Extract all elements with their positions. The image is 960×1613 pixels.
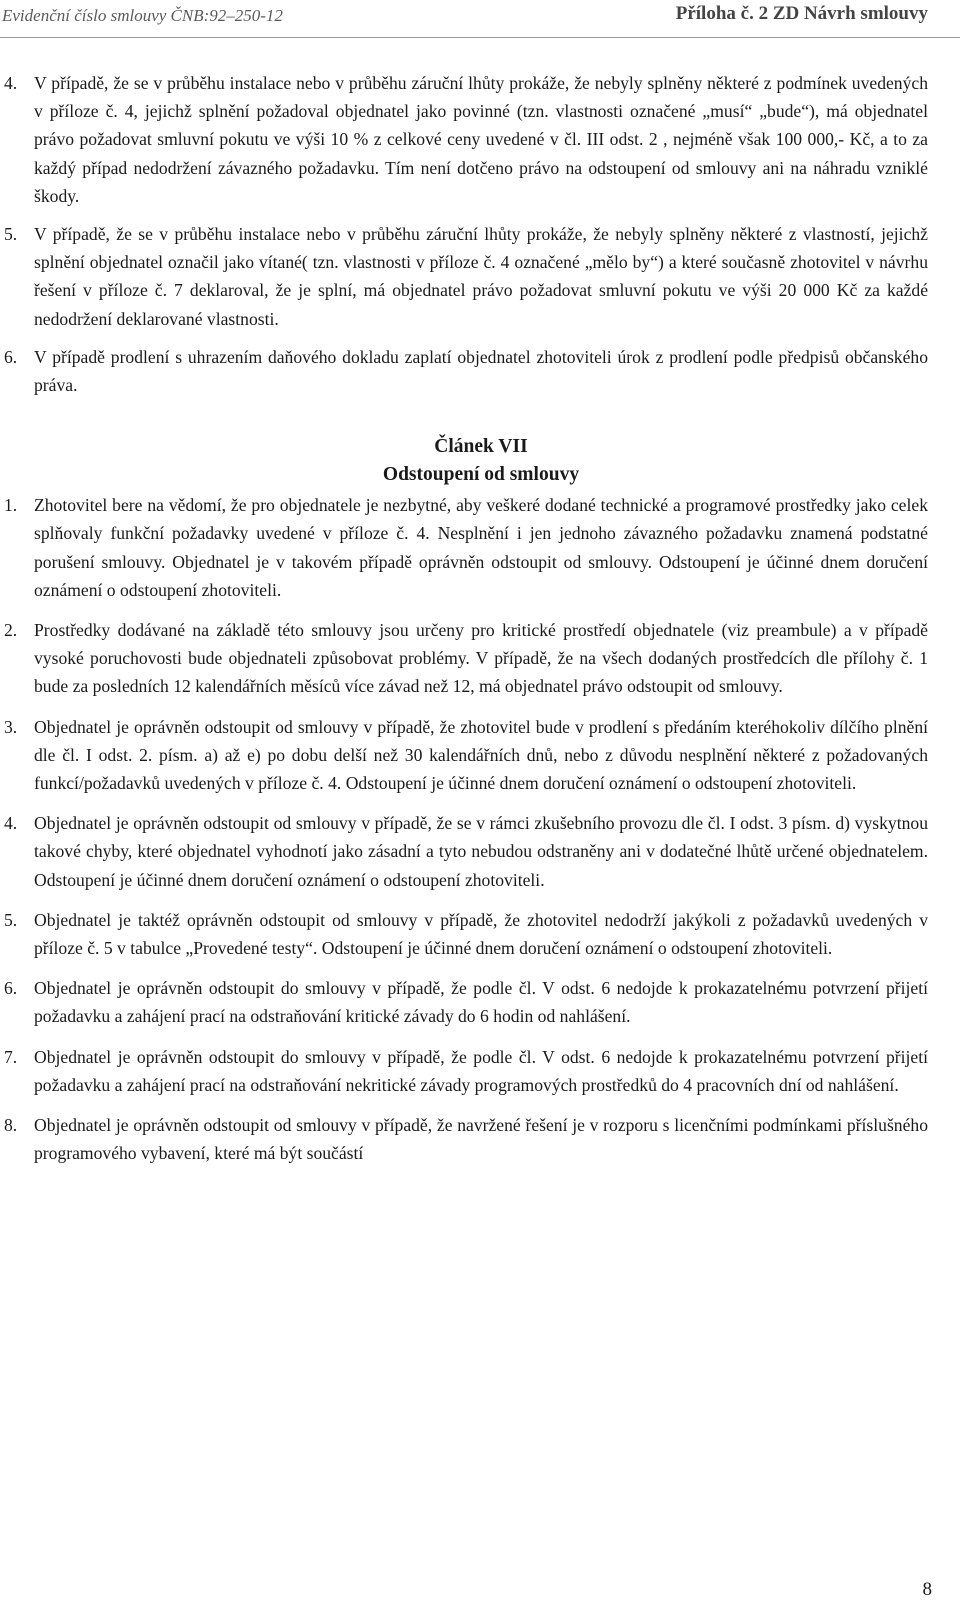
paragraph-text: Objednatel je oprávněn odstoupit do smlouvy v případě, že podle čl. V odst. 6 nedojde k prokazatelnému potvrzení přijetí požadavku a zahájení prací na odstraňování kritické závady do 6 hodin od nahlášení. [34,978,928,1027]
paragraph-text: Zhotovitel bere na vědomí, že pro objednatele je nezbytné, aby veškeré dodané technické a programové prostředky jako celek splňovaly funkční požadavky uvedené v příloze č. 4. Nesplnění i jen jednoho závazného požadavku znamená podstatné porušení smlouvy. Objednatel je v takovém případě oprávněn odstoupit od smlouvy. Odstoupení je účinné dnem doručení oznámení o odstoupení zhotoviteli. [34,495,928,600]
paragraph-number: 4. [4,813,18,834]
paragraph-text: V případě, že se v průběhu instalace nebo v průběhu záruční lhůty prokáže, že nebyly splněny některé z vlastností, jejichž splnění objednatel označil jako vítané( tzn. vlastnosti v příloze č. 4 označené „mělo by“) a které současně zhotovitel v návrhu řešení v příloze č. 7 deklaroval, že je splní, má objednatel právo požadovat smluvní pokutu ve výši 20 000 Kč za každé nedodržení deklarované vlastnosti. [34,224,928,329]
paragraph-text: Objednatel je oprávněn odstoupit od smlouvy v případě, že navržené řešení je v rozporu s licenčními podmínkami příslušného programového vybavení, které má být součástí [34,1115,928,1164]
paragraph-text: V případě, že se v průběhu instalace nebo v průběhu záruční lhůty prokáže, že nebyly splněny některé z podmínek uvedených v příloze č. 4, jejichž splnění požadoval objednatel jako povinné (tzn. vlastnosti označené „musí“ „bude“), má objednatel právo požadovat smluvní pokutu ve výši 10 % z celkové ceny uvedené v čl. III odst. 2 , nejméně však 100 000,- Kč, a to za každý případ nedodržení závazného požadavku. Tím není dotčeno právo na odstoupení od smlouvy ani na náhradu vzniklé škody. [34,73,928,206]
article-paragraph-4 [4,809,928,894]
paragraph-number: 2. [4,620,18,641]
article-title: Článek VII [434,436,528,458]
paragraph-6 [4,343,928,399]
article-paragraph-7 [4,1043,928,1099]
paragraph-number: 8. [4,1115,18,1136]
paragraph-number: 4. [4,73,18,93]
article-paragraph-2 [4,616,928,701]
article-subtitle: Odstoupení od smlouvy [382,464,580,486]
paragraph-text: Objednatel je oprávněn odstoupit od smlouvy v případě, že zhotovitel bude v prodlení s předáním kteréhokoliv dílčího plnění dle čl. I odst. 2. písm. a) až e) po dobu delší než 30 kalendářních dnů, nebo z důvodu nesplnění některé z požadovaných funkcí/požadavků uvedených v příloze č. 4. Odstoupení je účinné dnem doručení oznámení o odstoupení zhotoviteli. [34,716,928,794]
header-divider [0,37,960,38]
document-body [4,69,928,1168]
paragraph-number: 6. [4,978,18,999]
article-paragraph-8 [4,1111,928,1167]
paragraph-text: Objednatel je oprávněn odstoupit od smlouvy v případě, že se v rámci zkušebního provozu dle čl. I odst. 3 písm. d) vyskytnou takové chyby, které objednatel vyhodnotí jako zásadní a tyto nebudou odstraněny ani v dodatečné lhůtě určené objednatelem. Odstoupení je účinné dnem doručení oznámení o odstoupení zhotoviteli. [34,813,928,890]
paragraph-number: 5. [4,909,18,930]
article-paragraph-5 [4,906,928,962]
paragraph-text: Prostředky dodávané na základě této smlouvy jsou určeny pro kritické prostředí objednatele (viz preambule) a v případě vysoké poruchovosti bude objednateli způsobovat problémy. V případě, že na všech dodaných prostředcích dle přílohy č. 1 bude za posledních 12 kalendářních měsíců více závad než 12, má objednatel právo odstoupit od smlouvy. [34,620,928,697]
paragraph-text: Objednatel je oprávněn odstoupit do smlouvy v případě, že podle čl. V odst. 6 nedojde k prokazatelnému potvrzení přijetí požadavku a zahájení prací na odstraňování nekritické závady programových prostředků do 4 pracovních dní od nahlášení. [34,1046,928,1095]
paragraph-number: 6. [4,346,18,367]
contract-number: Evidenční číslo smlouvy ČNB:92–250-12 [2,6,283,25]
paragraph-number: 7. [4,1046,18,1067]
article-paragraph-6 [4,974,928,1030]
paragraph-number: 5. [4,224,18,245]
paragraph-text: V případě prodlení s uhrazením daňového dokladu zaplatí objednatel zhotoviteli úrok z prodlení podle předpisů občanského práva. [34,346,928,396]
page-header [0,0,960,30]
paragraph-4 [4,69,928,210]
article-paragraph-1 [4,491,928,604]
paragraph-5 [4,220,928,333]
paragraph-number: 3. [4,716,18,737]
attachment-title: Příloha č. 2 ZD Návrh smlouvy [675,3,928,24]
paragraph-number: 1. [4,495,18,516]
paragraph-text: Objednatel je taktéž oprávněn odstoupit od smlouvy v případě, že zhotovitel nedodrží jakýkoli z požadavků uvedených v příloze č. 5 v tabulce „Provedené testy“. Odstoupení je účinné dnem doručení oznámení o odstoupení zhotoviteli. [34,909,928,959]
article-paragraph-3 [4,713,928,798]
page-number: 8 [922,1579,932,1600]
